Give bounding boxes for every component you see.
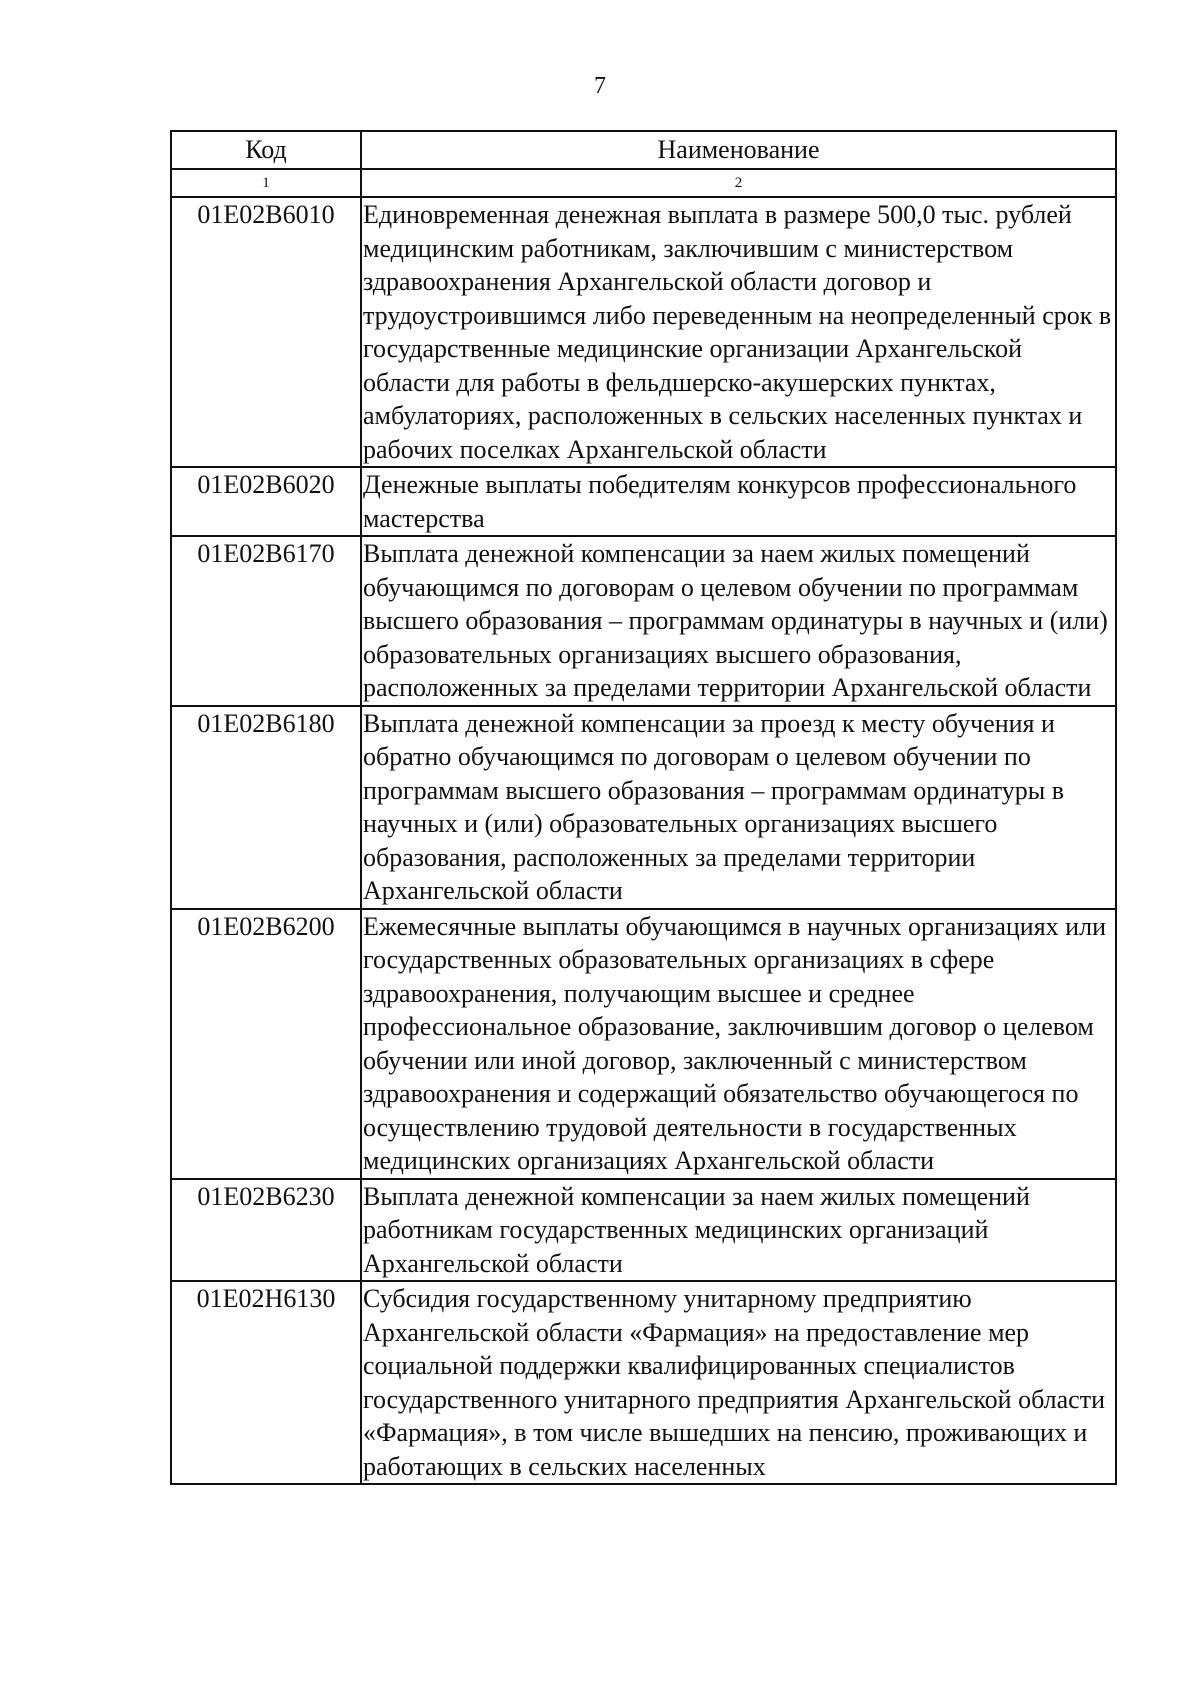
header-name: Наименование <box>361 131 1116 169</box>
page-number: 7 <box>594 73 606 99</box>
table-header-row <box>171 131 1116 169</box>
row-name: Субсидия государственному унитарному предприятию Архангельской области «Фармация» на предоставление мер социальной поддержки квалифицированных специалистов государственного унитарного предприятия Архангельской области «Фармация», в том числе вышедших на пенсию, проживающих и работающих в сельских населенных <box>361 1281 1116 1484</box>
row-name: Денежные выплаты победителям конкурсов профессионального мастерства <box>361 467 1116 536</box>
row-code: 01E02B6010 <box>171 197 361 467</box>
column-number-name: 2 <box>361 169 1116 197</box>
table-row <box>171 1179 1116 1282</box>
budget-code-table <box>170 130 1117 1485</box>
row-code: 01E02B6180 <box>171 706 361 909</box>
row-code: 01E02B6020 <box>171 467 361 536</box>
row-name: Выплата денежной компенсации за наем жилых помещений обучающимся по договорам о целевом обучении по программам высшего образования – программам ординатуры в научных и (или) образовательных организациях высшего образования, расположенных за пределами территории Архангельской области <box>361 536 1116 706</box>
header-code: Код <box>171 131 361 169</box>
table-row <box>171 706 1116 909</box>
row-name: Выплата денежной компенсации за проезд к месту обучения и обратно обучающимся по договорам о целевом обучении по программам высшего образования – программам ординатуры в научных и (или) образовательных организациях высшего образования, расположенных за пределами территории Архангельской области <box>361 706 1116 909</box>
row-name: Выплата денежной компенсации за наем жилых помещений работникам государственных медицинских организаций Архангельской области <box>361 1179 1116 1282</box>
table-row <box>171 909 1116 1179</box>
table-row <box>171 197 1116 467</box>
table-row <box>171 467 1116 536</box>
table-row <box>171 1281 1116 1484</box>
row-code: 01E02B6230 <box>171 1179 361 1282</box>
row-name: Ежемесячные выплаты обучающимся в научных организациях или государственных образовательных организациях в сфере здравоохранения, получающим высшее и среднее профессиональное образование, заключившим договор о целевом обучении или иной договор, заключенный с министерством здравоохранения и содержащий обязательство обучающегося по осуществлению трудовой деятельности в государственных медицинских организациях Архангельской области <box>361 909 1116 1179</box>
table-row <box>171 536 1116 706</box>
column-number-code: 1 <box>171 169 361 197</box>
column-number-row <box>171 169 1116 197</box>
row-code: 01E02B6200 <box>171 909 361 1179</box>
row-code: 01E02H6130 <box>171 1281 361 1484</box>
row-name: Единовременная денежная выплата в размере 500,0 тыс. рублей медицинским работникам, заключившим с министерством здравоохранения Архангельской области договор и трудоустроившимся либо переведенным на неопределенный срок в государственные медицинские организации Архангельской области для работы в фельдшерско-акушерских пунктах, амбулаториях, расположенных в сельских населенных пунктах и рабочих поселках Архангельской области <box>361 197 1116 467</box>
row-code: 01E02B6170 <box>171 536 361 706</box>
